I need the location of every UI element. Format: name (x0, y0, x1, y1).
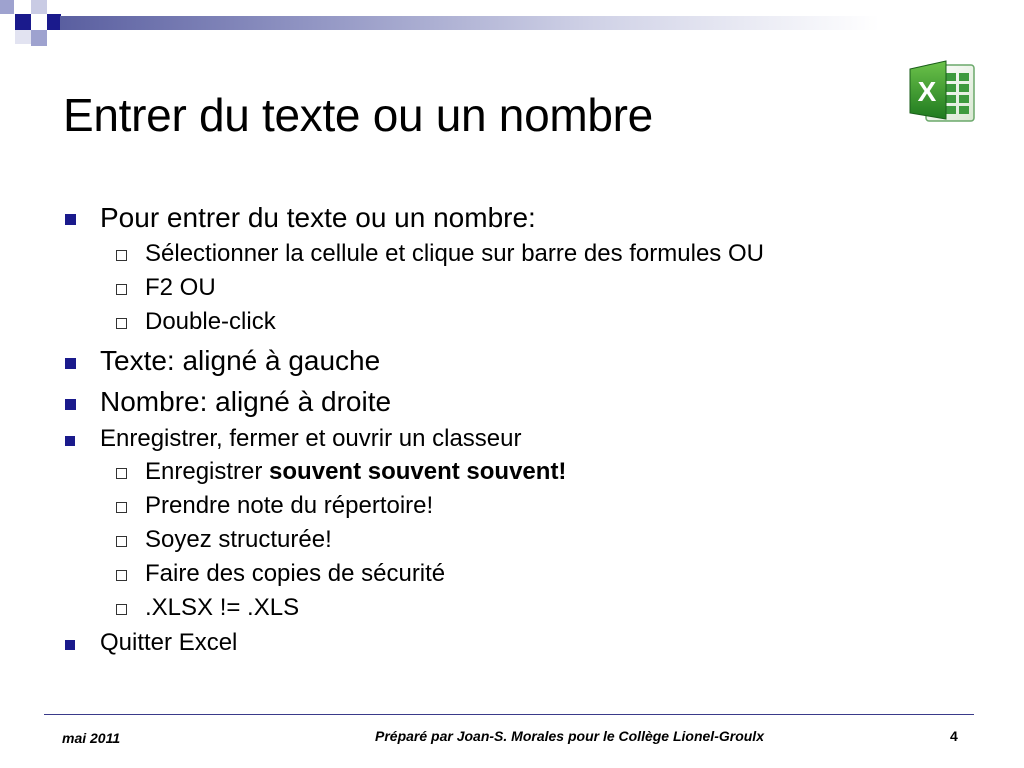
header-decoration (0, 0, 1024, 48)
decor-gradient-bar (60, 16, 1024, 30)
square-bullet-icon (65, 436, 75, 446)
sub-bullet-item: Prendre note du répertoire! (145, 492, 434, 519)
decor-square (31, 30, 47, 46)
square-bullet-icon (65, 214, 76, 225)
decor-square (15, 30, 31, 44)
sub-bullet-item: Soyez structurée! (145, 526, 332, 553)
sub-bullet-item: .XLSX != .XLS (145, 594, 300, 621)
checkbox-bullet-icon (116, 536, 127, 547)
svg-text:X: X (917, 76, 937, 107)
sub-bullet-item (145, 458, 566, 486)
checkbox-bullet-icon (116, 604, 127, 615)
sub-bullet-item: Faire des copies de sécurité (145, 560, 446, 587)
emphasis-text: souvent souvent souvent! (269, 458, 567, 485)
slide-title: Entrer du texte ou un nombre (63, 89, 653, 141)
sub-bullet-item: Sélectionner la cellule et clique sur barre des formules OU (145, 240, 764, 267)
decor-square (15, 14, 31, 30)
square-bullet-icon (65, 640, 75, 650)
page-number: 4 (950, 728, 958, 744)
square-bullet-icon (65, 358, 76, 369)
checkbox-bullet-icon (116, 502, 127, 513)
checkbox-bullet-icon (116, 318, 127, 329)
checkbox-bullet-icon (116, 250, 127, 261)
bullet-item: Nombre: aligné à droite (100, 386, 392, 417)
bullet-item: Pour entrer du texte ou un nombre: (100, 202, 536, 233)
bullet-item: Enregistrer, fermer et ouvrir un classeur (100, 425, 522, 452)
decor-square (0, 0, 14, 14)
checkbox-bullet-icon (116, 468, 127, 479)
footer-credit: Préparé par Joan-S. Morales pour le Collège Lionel-Groulx (375, 728, 764, 744)
sub-bullet-item: Double-click (145, 308, 276, 335)
checkbox-bullet-icon (116, 284, 127, 295)
excel-logo-icon (906, 57, 978, 125)
checkbox-bullet-icon (116, 570, 127, 581)
square-bullet-icon (65, 399, 76, 410)
bullet-item: Texte: aligné à gauche (100, 345, 381, 376)
footer-divider (44, 714, 974, 715)
sub-bullet-text: Enregistrer (145, 458, 270, 485)
footer-date: mai 2011 (62, 730, 121, 746)
decor-square (47, 14, 61, 30)
bullet-item: Quitter Excel (100, 629, 238, 656)
sub-bullet-item: F2 OU (145, 274, 216, 301)
decor-square (31, 0, 47, 14)
